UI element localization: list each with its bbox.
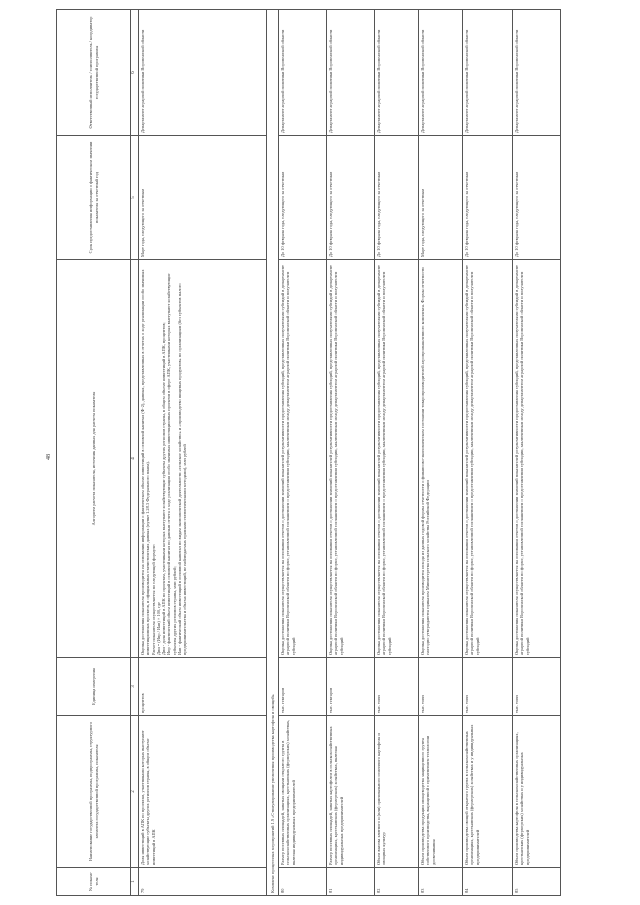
indicator-algorithm: Оценка достижения показателя производится исходя из данных годовой формы отчетности о финансово-экономическом состоянии товаропроизводителей агропромышленного комплекса. Формы отчетности ежегодно утверждаются приказом Министерства сельского хозяйства Российской Федерации bbox=[419, 260, 463, 658]
column-number: 2 bbox=[131, 716, 139, 868]
algorithm-formula: Дни = (Ипр / Иап) × 100, где bbox=[155, 601, 161, 655]
indicator-algorithm: Оценка достижения показателя осуществляется на основании отчетов о достижении значений показателей результативности предоставления субсидий, представленных получателями субсидий в департамент аграрной политики Воронежской области по форме, установленной соглашением о предоставлении субсидии, заключенным между департаментом аграрной политики Воронежской области и получателем субсидий bbox=[463, 260, 513, 658]
header-number: № показа-теля bbox=[57, 868, 131, 896]
section-title: Комплекс процессных мероприятий 1.9 «Стимулирование увеличения производства картофеля и овощей» bbox=[267, 10, 279, 896]
indicator-name: Объем производства картофеля в сельскохозяйственных организациях, крестьянских (фермерских) хозяйствах и у индивидуальных предпринимателей bbox=[513, 716, 561, 868]
column-number: 4 bbox=[131, 260, 139, 658]
row-number: 85 bbox=[513, 868, 561, 896]
row-number: 79 bbox=[139, 868, 267, 896]
indicator-unit: тыс. тонн bbox=[463, 658, 513, 716]
indicator-name: Доля инвестиций в АПК по проектам, участниками которых выступают хозяйствующие субъекты других регионов страны, в общем объеме инвестиций в АПК bbox=[139, 716, 267, 868]
row-number: 80 bbox=[279, 868, 327, 896]
indicator-deadline: До 10 февраля года, следующего за отчетным bbox=[327, 136, 375, 260]
indicator-responsible: Департамент аграрной политики Воронежской области bbox=[279, 10, 327, 136]
header-unit: Единица измерения bbox=[57, 658, 131, 716]
indicator-unit: тыс. тонн bbox=[419, 658, 463, 716]
indicator-algorithm: Оценка достижения показателя осуществляется на основании отчетов о достижении значений показателей результативности предоставления субсидий, представленных получателями субсидий в департамент аграрной политики Воронежской области по форме, установленной соглашением о предоставлении субсидии, заключенным между департаментом аграрной политики Воронежской области и получателем субсидий bbox=[513, 260, 561, 658]
indicator-deadline: Март года, следующего за отчетным bbox=[419, 136, 463, 260]
indicators-table bbox=[56, 9, 561, 896]
column-number: 3 bbox=[131, 658, 139, 716]
indicator-algorithm: Оценка достижения показателя осуществляется на основании отчетов о достижении значений показателей результативности предоставления субсидий, представленных получателями субсидий в департамент аграрной политики Воронежской области по форме, установленной соглашением о предоставлении субсидии, заключенным между департаментом аграрной политики Воронежской области и получателем субсидий bbox=[327, 260, 375, 658]
indicator-deadline: Март года, следующего за отчетным bbox=[139, 136, 267, 260]
indicator-responsible: Департамент аграрной политики Воронежской области bbox=[139, 10, 267, 136]
table-row bbox=[139, 10, 267, 896]
indicator-responsible: Департамент аграрной политики Воронежской области bbox=[419, 10, 463, 136]
column-number: 1 bbox=[131, 868, 139, 896]
indicator-name: Размер посевных площадей, занятых овощами открытого грунта в сельскохозяйственных организациях, крестьянских (фермерских) хозяйствах, включая индивидуальных предпринимателей bbox=[279, 716, 327, 868]
rotated-sheet bbox=[44, 8, 596, 896]
header-deadline: Срок предоставления информации о фактическом значении показателя за отчетный год bbox=[57, 136, 131, 260]
indicator-algorithm bbox=[139, 260, 267, 658]
row-number: 84 bbox=[463, 868, 513, 896]
indicator-unit: тыс. гектаров bbox=[327, 658, 375, 716]
indicator-deadline: До 10 февраля года, следующего за отчетным bbox=[513, 136, 561, 260]
column-number: 5 bbox=[131, 136, 139, 260]
table-header-row bbox=[57, 10, 131, 896]
indicator-name: Размер посевных площадей, занятых картофелем в сельскохозяйственных организациях, крестьянских (фермерских) хозяйствах, включая индивидуальных предпринимателей bbox=[327, 716, 375, 868]
indicator-deadline: До 10 февраля года, следующего за отчетным bbox=[375, 136, 419, 260]
algorithm-line: Иап - фактический объем инвестиций в основной капитал по видам экономической деятельности «сельское хозяйство» и «производство пищевых продуктов» по организациям (без субъектов малого предпринимательства и объема инвестиций, не наблюдаемых прямыми статистическими методами), млн рублей bbox=[176, 283, 188, 655]
indicator-name: Объем высева элитного и (или) оригинального семенного картофеля и овощных культур bbox=[375, 716, 419, 868]
algorithm-line: Расчет показателя осуществляется по следующей формуле: bbox=[150, 543, 156, 655]
table-row bbox=[375, 10, 419, 896]
indicator-responsible: Департамент аграрной политики Воронежской области bbox=[513, 10, 561, 136]
row-number: 82 bbox=[375, 868, 419, 896]
column-numbers-row bbox=[131, 10, 139, 896]
indicator-responsible: Департамент аграрной политики Воронежской области bbox=[375, 10, 419, 136]
indicator-algorithm: Оценка достижения показателя осуществляется на основании отчетов о достижении значений показателей результативности предоставления субсидий, представленных получателями субсидий в департамент аграрной политики Воронежской области по форме, установленной соглашением о предоставлении субсидии, заключенным между департаментом аграрной политики Воронежской области и получателем субсидий bbox=[375, 260, 419, 658]
section-row bbox=[267, 10, 279, 896]
row-number: 81 bbox=[327, 868, 375, 896]
table-row bbox=[279, 10, 327, 896]
header-algorithm: Алгоритм расчета показателя, источник данных для расчета показателя bbox=[57, 260, 131, 658]
indicator-unit: тыс. тонн bbox=[375, 658, 419, 716]
algorithm-line: Ипр - фактический объем инвестиций в основной капитал по данным отчета о ходе реализации особо значимых инвестиционных проектов в сфере АПК, участниками которых выступают хозяйствующие субъекты других регионов страны, млн рублей; bbox=[166, 273, 177, 655]
indicator-unit: тыс. гектаров bbox=[279, 658, 327, 716]
header-name: Наименование государственной программы, подпрограммы, структурного элемента государственной программы, показателя bbox=[57, 716, 131, 868]
column-number: 6 bbox=[131, 10, 139, 136]
page-number: 48 bbox=[46, 454, 52, 460]
table-row bbox=[419, 10, 463, 896]
header-responsible: Ответственный исполнитель / соисполнитель / координатор государственной программы bbox=[57, 10, 131, 136]
indicator-unit: процентов bbox=[139, 658, 267, 716]
table-row bbox=[463, 10, 513, 896]
indicator-deadline: До 10 февраля года, следующего за отчетным bbox=[463, 136, 513, 260]
indicator-algorithm: Оценка достижения показателя осуществляется на основании отчетов о достижении значений показателей результативности предоставления субсидий, представленных получателями субсидий в департамент аграрной политики Воронежской области по форме, установленной соглашением о предоставлении субсидии, заключенным между департаментом аграрной политики Воронежской области и получателем субсидий bbox=[279, 260, 327, 658]
indicator-name: Объем производства овощей открытого грунта в сельскохозяйственных организациях, крестьянских (фермерских) хозяйствах и у индивидуальных предпринимателей bbox=[463, 716, 513, 868]
algorithm-line: Дни - доля инвестиций в АПК по проектам, участниками которых выступают хозяйствующие субъекты других регионов страны, в общем объеме инвестиций в АПК, процентов; bbox=[161, 322, 167, 655]
algorithm-line: Оценка достижения показателя производится на основании информации о фактическом объеме инвестиций в основной капитал (Ф-2), данных, представленных в отчетах о ходе реализации особо значимых инвестиционных проектов, и официальных статистических данных (пункт 1.28.3 Федерального плана). bbox=[140, 269, 151, 655]
table-row bbox=[513, 10, 561, 896]
indicator-name: Объем производства продукции овощеводства защищенного грунта собственного производства, выращенной с применением технологии досвечивания bbox=[419, 716, 463, 868]
indicator-unit: тыс. тонн bbox=[513, 658, 561, 716]
table-row bbox=[327, 10, 375, 896]
indicator-responsible: Департамент аграрной политики Воронежской области bbox=[463, 10, 513, 136]
indicator-responsible: Департамент аграрной политики Воронежской области bbox=[327, 10, 375, 136]
indicator-deadline: До 10 февраля года, следующего за отчетным bbox=[279, 136, 327, 260]
row-number: 83 bbox=[419, 868, 463, 896]
